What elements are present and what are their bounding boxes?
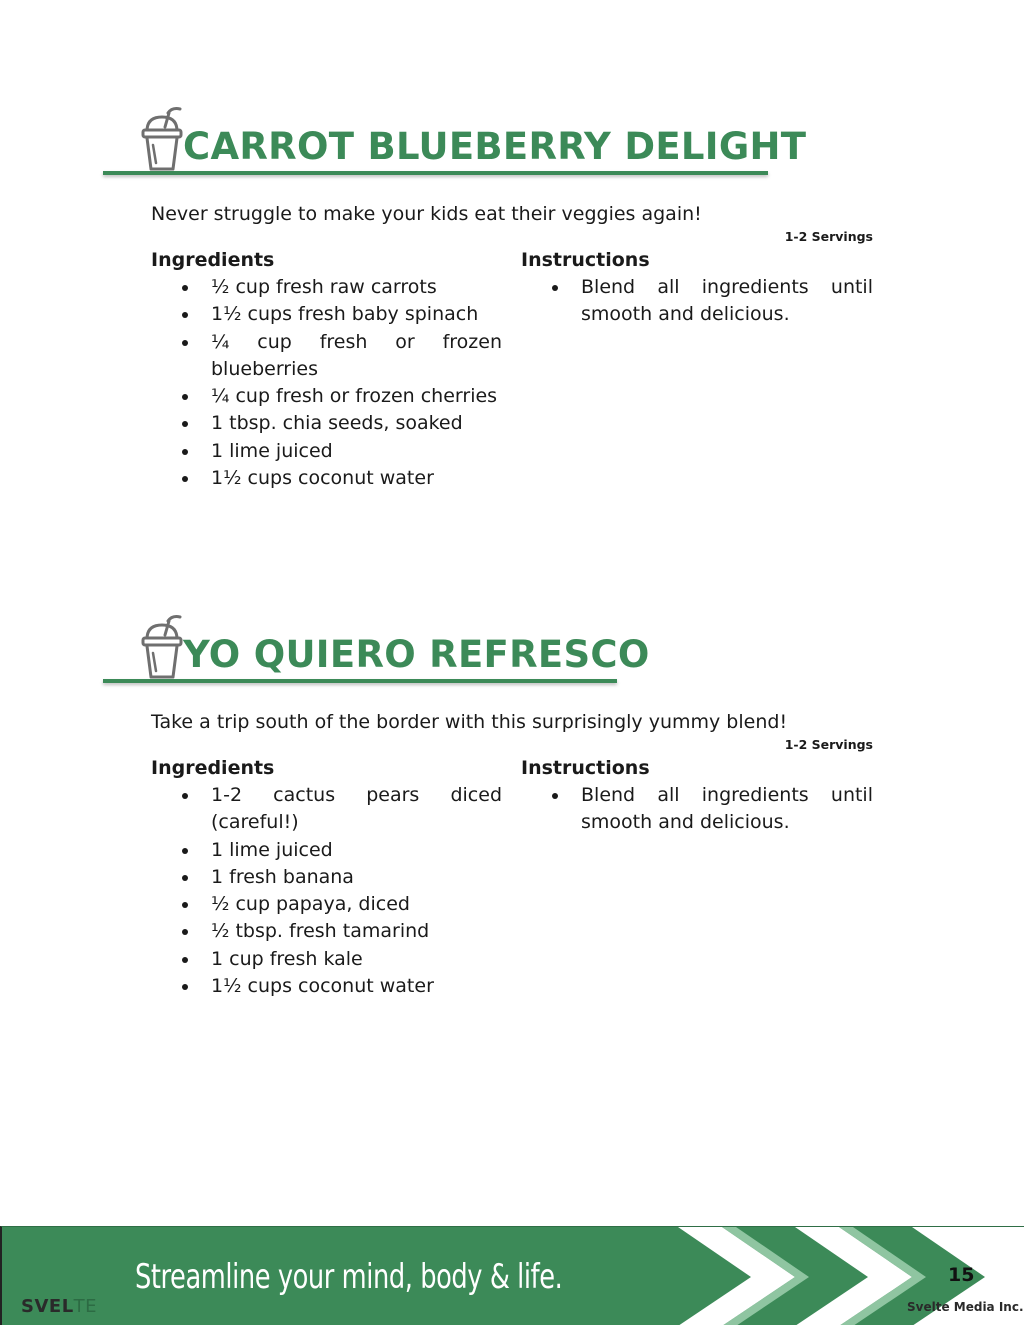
recipe-tagline: Take a trip south of the border with this surprisingly yummy blend! — [151, 711, 788, 733]
instruction-item: Blend all ingredients until smooth and delicious. — [521, 274, 873, 329]
recipe-section — [0, 613, 1024, 998]
ingredient-item: ½ cup papaya, diced — [151, 891, 502, 918]
logo-text-dark: SVEL — [21, 1296, 74, 1317]
svelte-logo — [21, 1296, 97, 1317]
footer-banner — [0, 1226, 1024, 1325]
recipe-section — [0, 105, 1024, 490]
instructions-heading: Instructions — [521, 757, 650, 779]
instructions-column — [521, 247, 873, 329]
title-underline — [103, 679, 617, 683]
ingredient-item: 1 lime juiced — [151, 438, 502, 465]
company-name: Svelte Media Inc. — [907, 1300, 1024, 1314]
ingredient-item: 1 fresh banana — [151, 864, 502, 891]
instructions-list — [521, 782, 873, 837]
instructions-heading: Instructions — [521, 249, 650, 271]
smoothie-cup-icon — [138, 613, 186, 683]
ingredients-column — [151, 755, 502, 1000]
instructions-list — [521, 274, 873, 329]
recipe-title-row — [0, 613, 1024, 688]
logo-text-green: TE — [73, 1296, 98, 1317]
ingredient-item: 1 cup fresh kale — [151, 946, 502, 973]
servings-label: 1-2 Servings — [784, 737, 873, 752]
servings-label: 1-2 Servings — [784, 229, 873, 244]
instructions-column — [521, 755, 873, 837]
ingredients-heading: Ingredients — [151, 757, 275, 779]
ingredient-item: 1½ cups fresh baby spinach — [151, 301, 502, 328]
ingredient-item: 1½ cups coconut water — [151, 973, 502, 1000]
ingredients-list — [151, 782, 502, 1000]
ingredient-item: ¼ cup fresh or frozen cherries — [151, 383, 502, 410]
ingredient-item: ½ cup fresh raw carrots — [151, 274, 502, 301]
footer-slogan: Streamline your mind, body & life. — [135, 1257, 563, 1297]
ingredient-item: 1 tbsp. chia seeds, soaked — [151, 410, 502, 437]
instruction-item: Blend all ingredients until smooth and delicious. — [521, 782, 873, 837]
ingredient-item: ½ tbsp. fresh tamarind — [151, 918, 502, 945]
ingredient-item: 1 lime juiced — [151, 837, 502, 864]
ingredient-item: 1½ cups coconut water — [151, 465, 502, 492]
smoothie-cup-icon — [138, 105, 186, 175]
title-underline — [103, 171, 768, 175]
ingredients-list — [151, 274, 502, 492]
recipe-title: YO QUIERO REFRESCO — [183, 633, 650, 676]
ingredient-item: 1-2 cactus pears diced (careful!) — [151, 782, 502, 837]
page-number: 15 — [948, 1264, 975, 1286]
ingredients-heading: Ingredients — [151, 249, 275, 271]
recipe-tagline: Never struggle to make your kids eat their veggies again! — [151, 203, 702, 225]
recipe-title: CARROT BLUEBERRY DELIGHT — [183, 125, 807, 168]
ingredients-column — [151, 247, 502, 492]
ingredient-item: ¼ cup fresh or frozen blueberries — [151, 329, 502, 384]
recipe-title-row — [0, 105, 1024, 180]
